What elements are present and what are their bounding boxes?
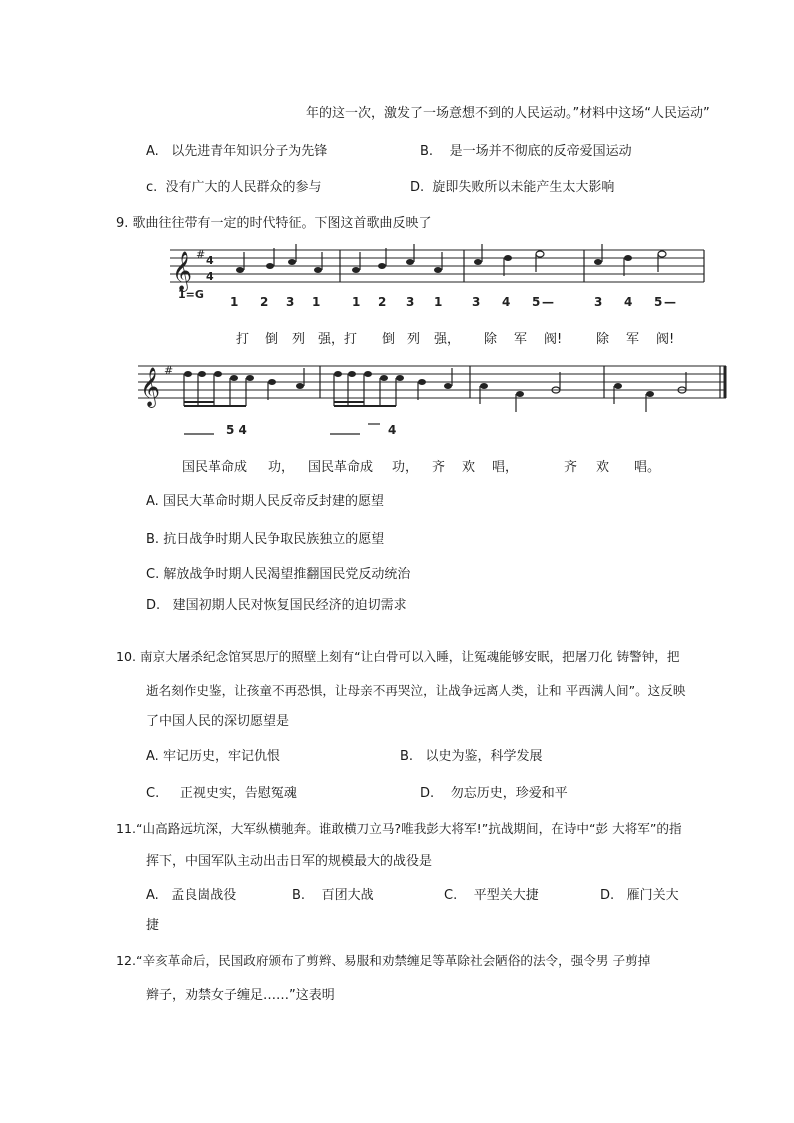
jianpu-numbers-row2 [184, 423, 396, 437]
q8-option-b: B. 是一场并不彻底的反帝爱国运动 [420, 144, 632, 159]
svg-text:1: 1 [312, 295, 321, 309]
notes-row1 [236, 244, 666, 276]
q12-stem-line1: 12.“辛亥革命后，民国政府颁布了剪辫、易服和劝禁缠足等革除社会陋俗的法令，强令男 子剪掉 [116, 953, 651, 968]
svg-text:1: 1 [230, 295, 239, 309]
q8-stem-tail: 年的这一次，激发了一场意想不到的人民运动。”材料中这场“人民运动” [306, 106, 710, 121]
svg-text:3: 3 [472, 295, 481, 309]
svg-text:1: 1 [352, 295, 361, 309]
svg-text:3: 3 [286, 295, 295, 309]
key-signature-label: 1=G [178, 288, 204, 301]
q8-option-c: c. 没有广大的人民群众的参与 [146, 180, 322, 195]
music-staff-row2 [134, 356, 734, 446]
q11-option-b: B. 百团大战 [292, 888, 374, 903]
q9-option-d: D. 建国初期人民对恢复国民经济的迫切需求 [146, 598, 407, 613]
sharp-sign-icon: # [164, 364, 174, 377]
sharp-sign-icon: # [196, 248, 206, 261]
q11-stem-line1: 11.“山高路远坑深，大军纵横驰奔。谁敢横刀立马?唯我彭大将军!”抗战期间，在诗中“彭 大将军”的指 [116, 821, 682, 836]
svg-text:5 4: 5 4 [226, 423, 247, 437]
q10-option-c: C. 正视史实，告慰冤魂 [146, 786, 297, 801]
music-staff-row1 [166, 240, 726, 320]
svg-text:4: 4 [624, 295, 633, 309]
q10-option-a: A. 牢记历史，牢记仇恨 [146, 749, 280, 764]
svg-text:5: 5 [532, 295, 541, 309]
q10-option-d: D. 勿忘历史，珍爱和平 [420, 786, 568, 801]
treble-clef-icon: 𝄞 [172, 251, 193, 291]
svg-text:—: — [542, 295, 554, 309]
svg-text:4: 4 [502, 295, 511, 309]
time-signature-bottom: 4 [206, 270, 214, 283]
svg-text:2: 2 [378, 295, 387, 309]
q12-stem-line2: 辫子，劝禁女子缠足……”这表明 [146, 988, 335, 1003]
q10-stem-line2: 逝名刻作史鉴，让孩童不再恐惧，让母亲不再哭泣，让战争远离人类，让和 平西满人间”。这反映 [146, 683, 686, 698]
q9-option-b: B. 抗日战争时期人民争取民族独立的愿望 [146, 532, 385, 547]
q10-stem-line3: 了中国人民的深切愿望是 [146, 714, 290, 729]
q11-option-d-wrap: 捷 [146, 918, 160, 933]
q9-option-c: C. 解放战争时期人民渴望推翻国民党反动统治 [146, 567, 411, 582]
q8-option-d: D. 旋即失败所以未能产生太大影响 [410, 180, 615, 195]
staff-lines-row2 [138, 366, 726, 398]
svg-text:3: 3 [594, 295, 603, 309]
q11-stem-line2: 挥下，中国军队主动出击日军的规模最大的战役是 [146, 854, 433, 869]
svg-text:4: 4 [388, 423, 397, 437]
time-signature-top: 4 [206, 254, 214, 267]
jianpu-numbers-row1 [230, 295, 676, 309]
q11-option-c: C. 平型关大捷 [444, 888, 539, 903]
svg-text:2: 2 [260, 295, 269, 309]
svg-text:3: 3 [406, 295, 415, 309]
svg-text:1: 1 [434, 295, 443, 309]
q9-option-a: A. 国民大革命时期人民反帝反封建的愿望 [146, 494, 384, 509]
q8-option-a: A. 以先进青年知识分子为先锋 [146, 144, 328, 159]
q9-stem: 9. 歌曲往往带有一定的时代特征。下图这首歌曲反映了 [116, 216, 432, 231]
q11-option-a: A. 孟良崮战役 [146, 888, 237, 903]
q10-option-b: B. 以史为鉴，科学发展 [400, 749, 543, 764]
q10-stem-line1: 10. 南京大屠杀纪念馆冥思厅的照壁上刻有“让白骨可以入睡，让冤魂能够安眠，把屠刀化 铸警钟，把 [116, 649, 680, 664]
treble-clef-icon: 𝄞 [140, 367, 161, 407]
q11-option-d: D. 雁门关大 [600, 888, 679, 903]
svg-text:5: 5 [654, 295, 663, 309]
svg-text:—: — [664, 295, 676, 309]
